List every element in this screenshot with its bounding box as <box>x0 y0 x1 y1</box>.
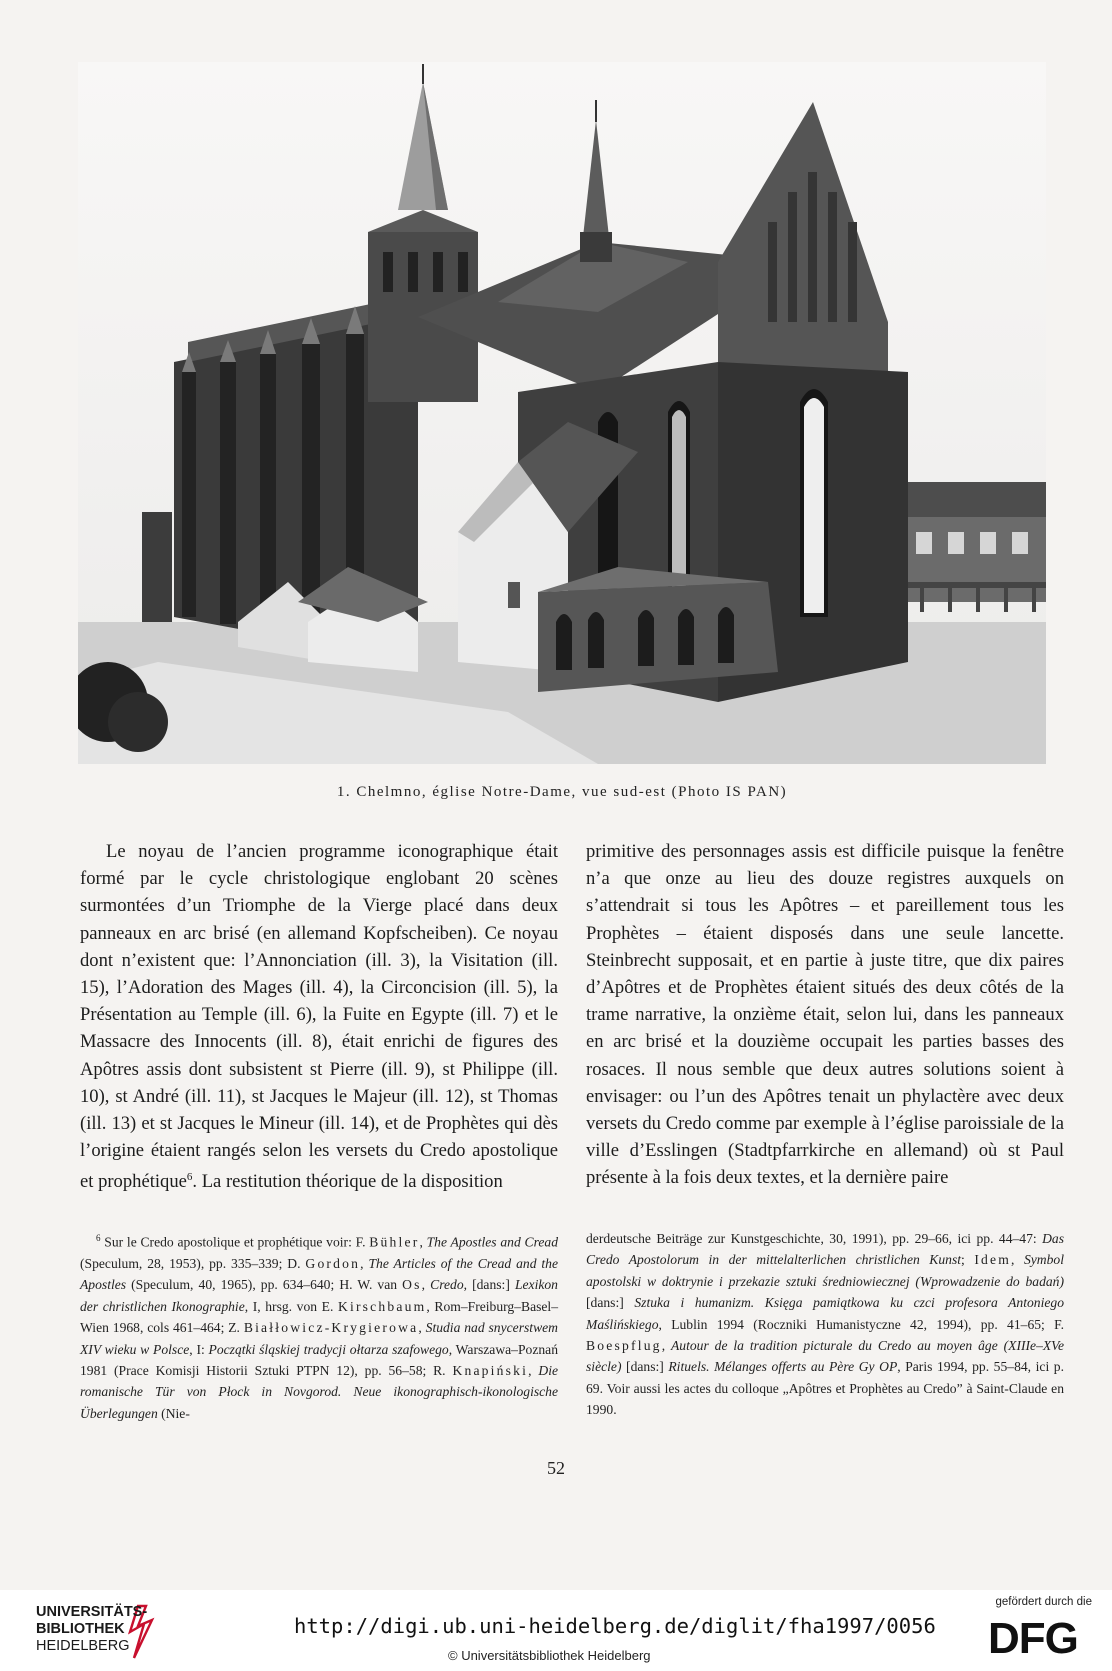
footnote-text: , <box>419 1234 427 1250</box>
figure-caption: 1. Chelmno, église Notre-Dame, vue sud-est (Photo IS PAN) <box>336 784 788 800</box>
footnote-title: Die romanische Tür von Płock in Novgorod. Neue ikonographisch-ikonologische Überlegungen <box>80 1362 559 1421</box>
church-illustration <box>78 62 1046 764</box>
footnote-author: Kirschbaum <box>337 1298 427 1314</box>
footnote-author: Knapiński <box>452 1362 529 1378</box>
footnote-text: , I, hrsg. von E. <box>244 1298 338 1314</box>
library-name-line: BIBLIOTHEK <box>36 1621 125 1637</box>
footnote-text: derdeutsche Beiträge zur Kunstgeschichte, 30, 1991), pp. 29–66, ici pp. 44–47: <box>586 1231 1043 1246</box>
footnote-title: The Articles of the Cread and the Apostles <box>80 1255 559 1293</box>
footnote-text: , Warszawa–Poznań 1981 (Prace Komisji Historii Sztuki PTPN 12), pp. 56–58; R. <box>80 1341 558 1378</box>
footnote-text: [dans:] <box>621 1359 669 1375</box>
footnote-title: The Apostles and Cread <box>426 1234 558 1250</box>
footnote-title: Studia nad snycerstwem XIV wieku w Polsce <box>80 1320 558 1357</box>
page-number: 52 <box>547 1458 565 1478</box>
footnote-text: , <box>528 1362 539 1378</box>
footnote-text: (Speculum, 40, 1965), pp. 634–640; H. W. van <box>126 1277 403 1293</box>
footnote-author: Boespflug <box>586 1338 662 1354</box>
footnote-right-column <box>586 1228 1064 1421</box>
footnote-text: , <box>360 1255 369 1271</box>
footnote-reference[interactable]: 6 <box>186 1171 193 1184</box>
footnote-number: 6 <box>96 1233 101 1243</box>
footnote-text: , [dans:] <box>463 1277 515 1293</box>
footnote-text: , <box>421 1277 431 1293</box>
footnote-text: , <box>418 1320 426 1336</box>
body-paragraph-left-end: . La restitution théorique de la disposition <box>192 1171 503 1193</box>
footnote-author: Białłowicz-Krygierowa <box>243 1320 419 1336</box>
funding-note: gefördert durch die <box>995 1596 1092 1608</box>
footnote-title: Credo <box>430 1277 464 1293</box>
permalink-url[interactable]: http://digi.ub.uni-heidelberg.de/diglit/fha1997/0056 <box>294 1614 936 1638</box>
footnote-text: , <box>661 1338 671 1354</box>
footnote-text: , Paris 1994, pp. 55–84, ici p. 69. Voir aussi les actes du colloque „Apôtres et Prophètes au Credo” à Saint-Claude en 1990. <box>586 1359 1064 1418</box>
footnote-title: Sztuka i humanizm. Księga pamiątkowa ku czci profesora Antoniego Maślińskiego <box>586 1295 1064 1332</box>
footnote-author: Bühler <box>369 1234 420 1250</box>
body-text-left-column <box>80 838 558 1196</box>
footnote-text: , Rom–Freiburg–Basel–Wien 1968, cols 461–464; Z. <box>80 1298 558 1336</box>
footnote-text: (Speculum, 28, 1953), pp. 335–339; D. <box>80 1255 306 1271</box>
footnote-left-column <box>80 1228 558 1424</box>
footnote-text: Sur le Credo apostolique et prophétique voir: F. <box>100 1234 370 1250</box>
library-name-line: UNIVERSITÄTS- <box>36 1604 148 1620</box>
body-paragraph-left: Le noyau de l’ancien programme iconographique était formé par le cycle christologique englobant 20 scènes surmontées d’un Triomphe de la Vierge placé dans deux panneaux en arc brisé (en allemand Kopfscheiben). Ce noyau dont n’existent que: l’Annonciation (ill. 3), la Visitation (ill. 15), l’Adoration des Mages (ill. 4), la Circoncision (ill. 5), la Présentation au Temple (ill. 6), la Fuite en Egypte (ill. 7) et le Massacre des Innocents (ill. 8), était enrichi de figures des Apôtres assis dont subsistent st Pierre (ill. 9), st Philippe (ill. 10), st André (ill. 11), st Jacques le Majeur (ill. 12), st Thomas (ill. 13) et st Jacques le Mineur (ill. 14), et de Prophètes qui dès l’origine étaient rangés selon les versets du Credo apostolique et prophétique <box>80 841 558 1193</box>
footnote-text: , I: <box>189 1341 209 1357</box>
footnote-6-continued <box>586 1228 1064 1421</box>
footnote-6 <box>80 1228 558 1424</box>
footnote-title: Początki śląskiej tradycji ołtarza szafowego <box>208 1341 449 1357</box>
church-photograph <box>78 62 1046 764</box>
dfg-logo: DFG <box>988 1614 1078 1663</box>
footnote-text: [dans:] <box>586 1295 635 1311</box>
footnote-title: Autour de la tradition picturale du Credo au moyen âge (XIIIe–XVe siècle) <box>586 1338 1065 1375</box>
footnote-text: , <box>1011 1252 1024 1268</box>
footnote-text: , Lublin 1994 (Roczniki Humanistyczne 42, 1994), pp. 41–65; F. <box>658 1316 1064 1332</box>
footnote-author: Idem <box>974 1252 1012 1268</box>
footnote-title: Rituels. Mélanges offerts au Père Gy OP <box>668 1359 898 1375</box>
footnote-text: (Nie- <box>157 1405 190 1421</box>
library-name <box>36 1604 147 1655</box>
footnote-title: Symbol apostolski w doktrynie i przekazie sztuki średniowiecznej (Wprowadzenie do badań) <box>586 1252 1064 1289</box>
footnote-author: Os <box>402 1277 422 1293</box>
copyright-notice: © Universitätsbibliothek Heidelberg <box>448 1648 651 1663</box>
footnote-title: Das Credo Apostolorum in der mittelalterlichen christlichen Kunst <box>586 1231 1064 1268</box>
footnote-title: Lexikon der christlichen Ikonographie <box>80 1277 558 1314</box>
library-name-line: HEIDELBERG <box>36 1638 130 1654</box>
footnote-author: Gordon <box>305 1255 361 1271</box>
footnote-text: ; <box>961 1252 975 1268</box>
body-paragraph-right: primitive des personnages assis est difficile puisque la fenêtre n’a que onze au lieu des douze registres auxquels on s’attendrait si tous les Apôtres – et pareillement tous les Prophètes – étaient disposés dans une seule lancette. Steinbrecht supposait, et en partie à juste titre, que dix paires d’Apôtres et de Prophètes étaient situés des deux côtés de la trame narrative, la onzième était, selon lui, dans les panneaux en arc brisé et la douzième occupait les parties basses des rosaces. Il nous semble que deux autres solutions soient à envisager: ou l’un des Apôtres tenait un phylactère avec deux versets du Credo comme par exemple à l’église paroissiale de la ville d’Esslingen (Stadtpfarrkirche en allemand) où st Paul présente à la fois deux textes, et la dernière paire <box>586 841 1064 1189</box>
body-text-right-column <box>586 838 1064 1192</box>
